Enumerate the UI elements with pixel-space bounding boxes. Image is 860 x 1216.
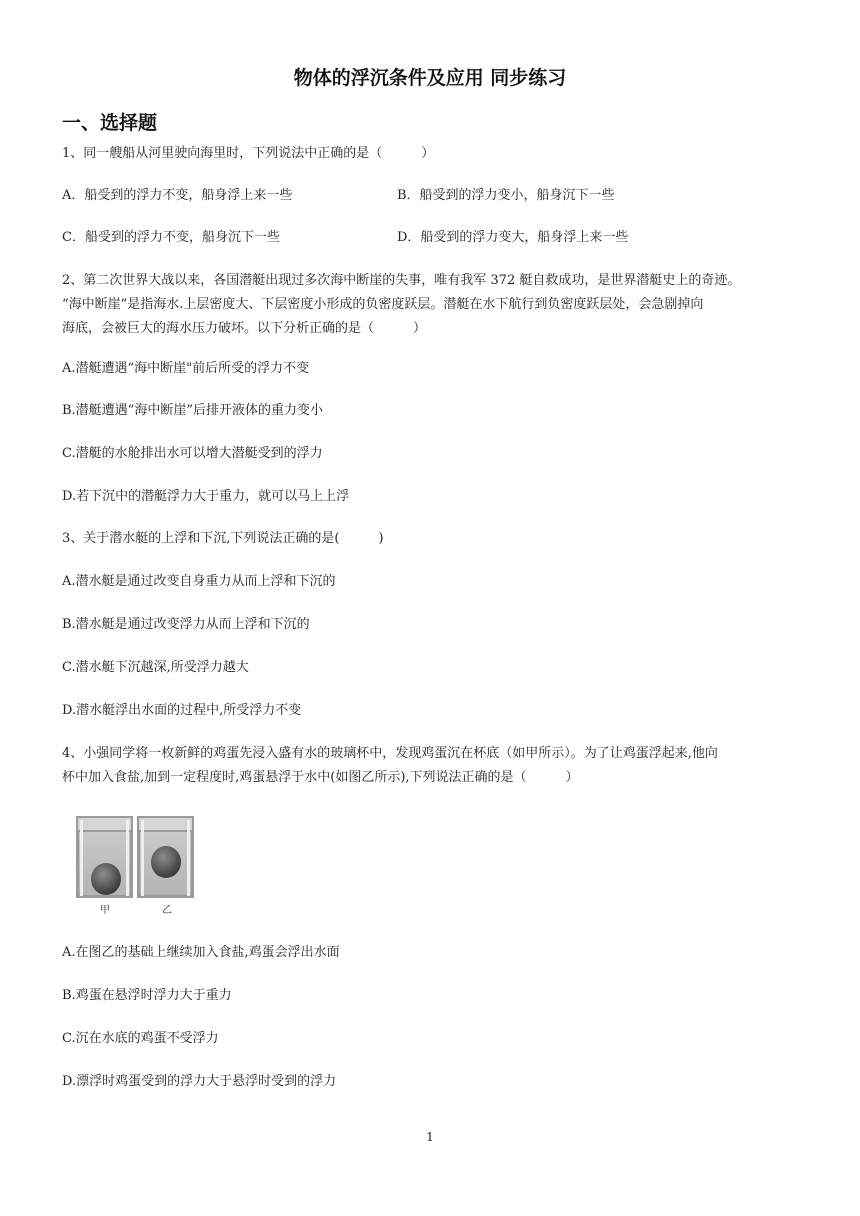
sunken-egg [91, 863, 121, 895]
suspended-egg [151, 846, 181, 878]
page-number: 1 [426, 1130, 434, 1144]
question-3-stem: 3、关于潜水艇的上浮和下沉,下列说法正确的是( ) [62, 531, 384, 546]
question-4-option-c: C.沉在水底的鸡蛋不受浮力 [62, 1031, 219, 1046]
figure-label-yi: 乙 [162, 905, 172, 916]
question-4-stem-line-2: 杯中加入食盐,加到一定程度时,鸡蛋悬浮于水中(如图乙所示),下列说法正确的是（ ） [62, 770, 579, 785]
question-2-option-b: B.潜艇遭遇“海中断崖”后排开液体的重力变小 [62, 403, 323, 418]
question-3-option-d: D.潜水艇浮出水面的过程中,所受浮力不变 [62, 703, 302, 718]
question-2-option-a: A.潜艇遭遇“海中断崖"前后所受的浮力不变 [62, 361, 310, 376]
question-4-stem-line-1: 4、小强同学将一枚新鲜的鸡蛋先浸入盛有水的玻璃杯中，发现鸡蛋沉在杯底（如甲所示）。为了让鸡蛋浮起来,他向 [62, 746, 718, 761]
question-1-option-b: B．船受到的浮力变小，船身沉下一些 [397, 188, 615, 203]
question-3-option-b: B.潜水艇是通过改变浮力从而上浮和下沉的 [62, 617, 310, 632]
egg-beaker-figure [74, 814, 200, 914]
question-1-option-c: C．船受到的浮力不变，船身沉下一些 [62, 230, 280, 245]
question-1-option-a: A．船受到的浮力不变，船身浮上来一些 [62, 188, 293, 203]
question-2-stem-line-3: 海底，会被巨大的海水压力破坏。以下分析正确的是（ ） [62, 321, 427, 336]
question-1-option-d: D．船受到的浮力变大，船身浮上来一些 [397, 230, 629, 245]
beaker-yi-image [137, 816, 194, 898]
section-heading: 一、选择题 [62, 112, 158, 134]
question-2-stem-line-1: 2、第二次世界大战以来，各国潜艇出现过多次海中断崖的失事，唯有我军 372 艇自救成功，是世界潜艇史上的奇迹。 [62, 273, 741, 288]
question-2-option-d: D.若下沉中的潜艇浮力大于重力，就可以马上上浮 [62, 489, 350, 504]
question-2-stem-line-2: “海中断崖”是指海水.上层密度大、下层密度小形成的负密度跃层。潜艇在水下航行到负密度跃层处，会急剧掉向 [62, 297, 704, 312]
beaker-jia-image [76, 816, 133, 898]
question-4-option-b: B.鸡蛋在悬浮时浮力大于重力 [62, 988, 232, 1003]
question-1-stem: 1、同一艘船从河里驶向海里时，下列说法中正确的是（ ） [62, 146, 435, 161]
question-3-option-a: A.潜水艇是通过改变自身重力从而上浮和下沉的 [62, 574, 336, 589]
question-3-option-c: C.潜水艇下沉越深,所受浮力越大 [62, 660, 249, 675]
question-4-option-d: D.漂浮时鸡蛋受到的浮力大于悬浮时受到的浮力 [62, 1074, 337, 1089]
question-4-option-a: A.在图乙的基础上继续加入食盐,鸡蛋会浮出水面 [62, 945, 340, 960]
figure-label-jia: 甲 [100, 905, 110, 916]
question-2-option-c: C.潜艇的水舱排出水可以增大潜艇受到的浮力 [62, 446, 323, 461]
page-title: 物体的浮沉条件及应用 同步练习 [293, 67, 567, 89]
